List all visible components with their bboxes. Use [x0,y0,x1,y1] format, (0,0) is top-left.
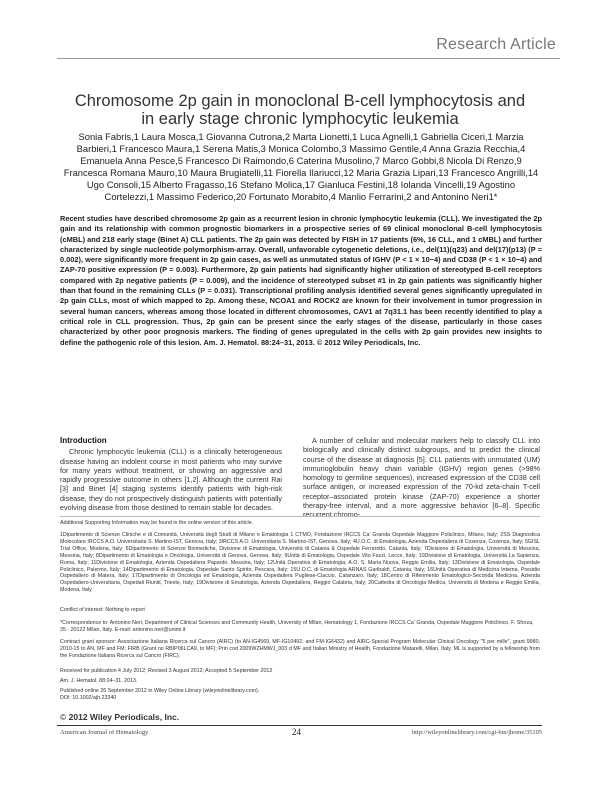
abstract: Recent studies have described chromosome 2p gain as a recurrent lesion in chronic lymphocytic leukemia (CLL). We investigated the 2p gain and its relationship with common prognostic biomarkers in a prospective series of 69 clinical monoclonal B-cell lymphocytosis (cMBL) and 218 early stage (Binet A) CLL patients. The 2p gain was detected by FISH in 17 patients (6%, 16 CLL, and 1 cMBL) and further characterized by single nucleotide polymorphism-array. Overall, unfavorable cytogenetic deletions, i.e., del(11)(q23) and del(17)(p13) (P = 0.002), were significantly more frequent in 2p gain cases, as well as unmutated status of IGHV (P < 1 × 10−4) and CD38 (P < 1 × 10−4) and ZAP-70 positive expression (P = 0.003). Furthermore, 2p gain patients had significantly higher utilization of stereotyped B-cell receptors compared with 2p negative patients (P = 0.009), and the incidence of stereotyped subset #1 in 2p gain patients was significantly higher than that found in the remaining CLLs (P = 0.031). Transcriptional profiling analysis identified several genes significantly upregulated in 2p gain CLLs, most of which mapped to 2p. Among these, NCOA1 and ROCK2 are known for their involvement in tumor progression in several human cancers, whereas among those located in different chromosomes, CAV1 at 7q31.1 has been recently identified to play a critical role in CLL progression. Thus, 2p gain can be present since the early stages of the disease, particularly in those cases characterized by other poor prognosis markers. The finding of genes upregulated in the cells with 2p gain provides new insights to define the pathogenic role of this lesion. Am. J. Hematol. 88:24–31, 2013. © 2012 Wiley Periodicals, Inc. [60,214,542,347]
correspondence: *Correspondence to: Antonino Neri, Department of Clinical Sciences and Community Health, University of Milan, Hematology 1, Fondazione IRCCS Ca' Granda, Ospedale Maggiore Policlinico, F. Sforza, 35 - 20122 Milan, Italy. E-mail: antonino.neri@unimi.it [60,620,534,633]
copyright-symbol: © [60,712,67,722]
footer-divider [57,725,542,726]
copyright-text: 2012 Wiley Periodicals, Inc. [68,712,180,722]
page-number: 24 [292,727,301,737]
introduction-paragraph: Chronic lymphocytic leukemia (CLL) is a clinically heterogeneous disease having an indolent course in most patients who may survive for many years without treatment, or showing an aggressive and rapidly progressive outcome in others [1,2]. Although the current Rai [3] and Binet [4] staging systems identify patients with high-risk disease, they do not prospectively distinguish patients with potentially evolving disease from those destined to remain stable for decades. [60,447,282,513]
journal-name: American Journal of Hematology [60,729,149,736]
doi: DOI: 10.1002/ajh.23340 [60,695,117,701]
grant-info: Contract grant sponsor: Associazione Italiana Ricerca sul Cancro (AIRC) (to AN-IG4569, MF-IG10492, and FM-IG6432) and AIRC-Special Program Molecular Clinical Oncology "5 per mille", grant 9980, 2010-15 to AN, MF and FM; FIRB (Grant no RBIP06LCA9, to MF); Prin cod 2009WZHMWJ_003 d MF and Italian Ministry of Health, Fondazione Matarelli, Milan, Italy. ML is supported by a fellowship from the Fondazione Italiana Ricerca sul Cancro (FIRC). [60,639,540,659]
journal-url: http://wileyonlinelibrary.com/cgi-bin/jhome/35105 [411,729,542,736]
introduction-column [60,436,282,512]
article-title: Chromosome 2p gain in monoclonal B-cell lymphocytosis and in early stage chronic lymphocytic leukemia [74,92,526,128]
citation: Am. J. Hematol. 88:24–31, 2013. [60,678,138,684]
right-column [303,436,540,520]
copyright [60,712,179,722]
right-column-paragraph: A number of cellular and molecular markers help to classify CLL into biologically and clinically distinct subgroups, and to predict the clinical course of the disease at diagnosis [5]. CLL patients with unmutated (UM) immunoglobulin heavy chain variable (IGHV) region genes (>98% homology to germline sequences), increased expression of the CD38 cell surface antigen, or increased expression of the 70-kd zeta-chain T-cell receptor–associated protein kinase (ZAP-70) experience a shorter therapy-free interval, and a more aggressive behavior [6–8]. Specific recurrent chromo- [303,436,540,520]
footnote-divider [60,516,540,517]
received-dates: Received for publication 4 July 2012; Revised 3 August 2012; Accepted 5 September 2012 [60,668,273,674]
supporting-info-note: Additional Supporting Information may be found in the online version of this article. [60,520,254,526]
published-online: Published online 26 September 2012 in Wiley Online Library (wileyonlinelibrary.com). [60,688,260,694]
conflict-of-interest: Conflict of interest: Nothing to report [60,607,145,613]
author-list: Sonia Fabris,1 Laura Mosca,1 Giovanna Cutrona,2 Marta Lionetti,1 Luca Agnelli,1 Gabriella Ciceri,1 Marzia Barbieri,1 Francesco Maura,1 Serena Matis,3 Monica Colombo,3 Massimo Gentile,4 Anna Grazia Recchia,4 Emanuela Anna Pesce,5 Francesco Di Raimondo,6 Caterina Musolino,7 Marco Gobbi,8 Nicola Di Renzo,9 Francesca Romana Mauro,10 Maura Brugiatelli,11 Fiorella Ilariucci,12 Maria Grazia Lipari,13 Francesco Angrilli,14 Ugo Consoli,15 Alberto Fragasso,16 Stefano Molica,17 Gianluca Festini,18 Iolanda Vincelli,19 Agostino Cortelezzi,1 Massimo Federico,20 Fortunato Morabito,4 Manlio Ferrarini,2 and Antonino Neri1* [63,131,539,202]
header-divider [57,58,560,59]
affiliations: 1Dipartimento di Scienze Cliniche e di Comunità, Università degli Studi di Milano e Ematologia 1 CTMO, Fondazione IRCCS Ca' Granda Ospedale Maggiore Policlinico, Milano, Italy; 2SS Diagnostica Molecolare IRCCS A.O. Universitaria S. Martino-IST, Genova, Italy; 3IRCCS A.O. Universitaria S. Martino-IST, Genova, Italy; 4U.O.C. di Ematologia, Azienda Ospedaliera di Cosenza, Cosenza, Italy; 5GISL Trial Office, Modena, Italy; 6Dipartimento di Scienze Biomediche, Divisione di Ematologia, Università di Catania & Ospedale Ferrarotto, Catania, Italy; 7Divisione di Ematologia, Università di Messina, Messina, Italy; 8Dipartimento di Ematologia e Oncologia, Università di Genova, Genova, Italy; 9Unità di Ematologia, Ospedale Vito Fazzi, Lecce, Italy; 10Divisione di Ematologia, Università La Sapienza, Roma, Italy; 11Divisione di Ematologia, Azienda Ospedaliera Papardo, Messina, Italy; 12Unità Operativa di Ematologia, A.O. S. Maria Nuova, Reggio Emilia, Italy; 13Divisione di Ematologia, Ospedale Policlinico, Palermo, Italy; 14Dipartimento di Ematologia, Ospedale Santo Spirito, Pescara, Italy; 15U.O.C. di Ematologia ARNAS Garibaldi, Catania, Italy; 16Unità Operativa di Medicina Interna, Presidio Ospedaliero di Matera, Italy; 17Dipartimento di Oncologia ed Ematologia, Azienda Ospedaliera Pugliese-Ciaccio, Catanzaro, Italy; 18Centro di Riferimento Ematologico-Seconda Medicina, Azienda Ospedaliero-Universitaria, Ospedali Riuniti, Trieste, Italy; 19Divisione di Ematologia, Azienda Ospedaliera, Reggio Calabria, Italy; 20Cattedra di Oncologia Medica, Università di Modena e Reggio Emilia, Modena, Italy [60,532,540,594]
introduction-heading: Introduction [60,436,107,445]
section-label: Research Article [436,36,556,53]
